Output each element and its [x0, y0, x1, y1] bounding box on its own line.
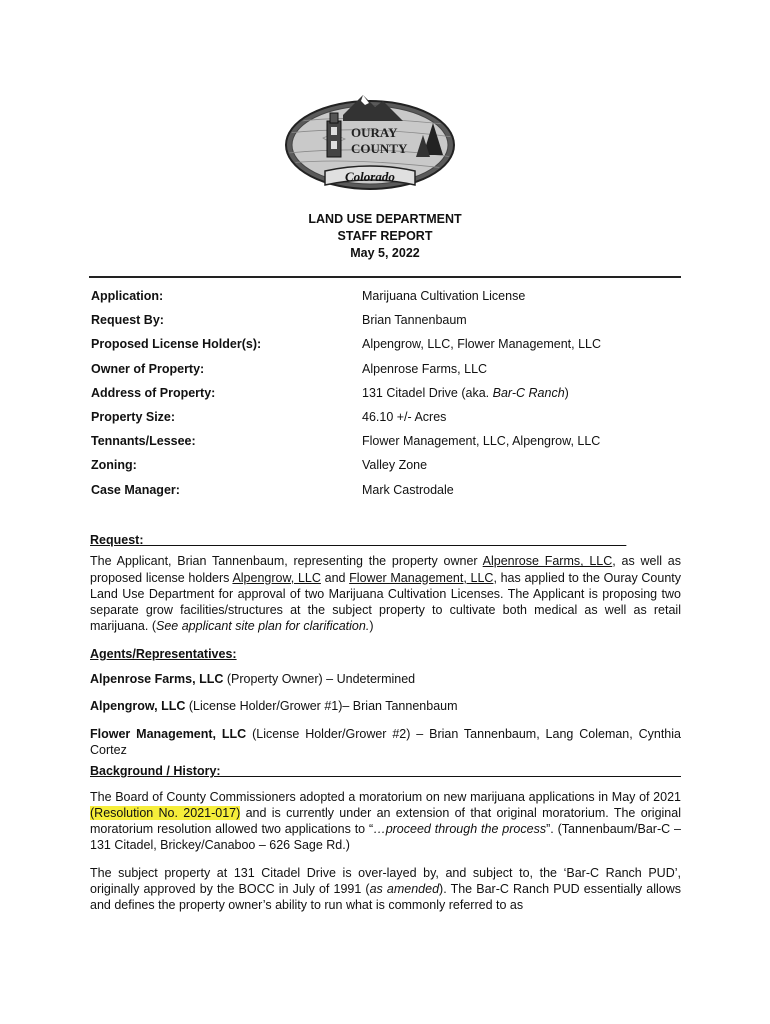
report-header [0, 211, 770, 262]
background-paragraph [90, 865, 681, 914]
report-date: May 5, 2022 [350, 246, 420, 260]
property-summary [91, 289, 681, 507]
property-row [91, 483, 681, 507]
agent-name: Alpengrow, LLC [90, 699, 186, 714]
heading-rule [221, 764, 681, 778]
text: ) [369, 619, 374, 634]
text: The Board of County Commissioners adopted a moratorium on new marijuana applications in May of 2021 [90, 789, 681, 804]
section-heading-request [90, 532, 681, 548]
owner-name: Alpenrose Farms, LLC [482, 554, 613, 569]
italic-quote: …proceed through the process [373, 822, 547, 837]
property-value [362, 386, 569, 400]
property-label: Proposed License Holder(s): [91, 337, 262, 352]
report-title: STAFF REPORT [337, 229, 433, 243]
property-label: Tennants/Lessee: [91, 434, 196, 449]
logo-text-ouray: OURAY [351, 125, 398, 140]
section-heading-agents: Agents/Representatives: [90, 646, 237, 661]
text: and is currently under an extension of that original moratorium. The original moratorium resolution allowed two applications to “ [90, 805, 681, 837]
agent-name: Alpenrose Farms, LLC [90, 672, 224, 687]
property-value: Mark Castrodale [362, 482, 454, 497]
logo-text-county: COUNTY [351, 141, 408, 156]
text: , as well as proposed license holders [90, 554, 681, 585]
text: The Applicant, Brian Tannenbaum, representing the property owner [90, 554, 483, 569]
text: , has applied to the Ouray County Land Use Department for approval of two Marijuana Cultivation Licenses. The Applicant is proposing two separate grow facilities/structures at the subject property to cultivate both medical as well as retail marijuana. ( [90, 570, 681, 634]
agent-detail: (Property Owner) – Undetermined [223, 672, 416, 687]
address-close: ) [564, 385, 569, 400]
address-text: 131 Citadel Drive (aka. [362, 385, 493, 400]
highlighted-resolution: (Resolution No. 2021-017) [90, 805, 241, 820]
section-heading-background [90, 763, 681, 779]
agent-detail: (License Holder/Grower #2) – Brian Tannenbaum, Lang Coleman, Cynthia Cortez [90, 726, 681, 757]
request-paragraph [90, 553, 681, 634]
agent-name: Flower Management, LLC [90, 726, 247, 741]
property-row [91, 458, 681, 482]
heading-text: Request: [90, 533, 144, 547]
agent-item [90, 698, 681, 714]
header-divider [89, 276, 681, 278]
holder-name: Flower Management, LLC [349, 570, 494, 585]
property-label: Property Size: [91, 409, 176, 424]
background-paragraph [90, 789, 681, 854]
property-row [91, 289, 681, 313]
property-value: Alpengrow, LLC, Flower Management, LLC [362, 337, 602, 352]
property-value: Marijuana Cultivation License [362, 289, 526, 303]
property-value: Brian Tannenbaum [362, 313, 467, 328]
ouray-county-logo [283, 93, 458, 201]
property-row [91, 337, 681, 361]
property-row [91, 410, 681, 434]
property-label: Application: [91, 289, 164, 303]
property-label: Zoning: [91, 458, 137, 473]
property-row [91, 313, 681, 337]
department-title: LAND USE DEPARTMENT [308, 212, 462, 226]
italic-note: as amended [369, 882, 440, 897]
property-value: Flower Management, LLC, Alpengrow, LLC [362, 434, 601, 449]
property-value: 46.10 +/- Acres [362, 409, 447, 424]
property-row [91, 386, 681, 410]
agent-item [90, 726, 681, 759]
heading-rule [143, 533, 626, 547]
property-row [91, 434, 681, 458]
property-value: Valley Zone [362, 458, 428, 473]
agent-detail: (License Holder/Grower #1)– Brian Tannenbaum [185, 699, 458, 714]
heading-text: Background / History: [90, 764, 221, 779]
property-value: Alpenrose Farms, LLC [362, 361, 488, 376]
report-body [90, 532, 681, 914]
holder-name: Alpengrow, LLC [232, 570, 321, 585]
text: ). The Bar-C Ranch PUD essentially allows and defines the property owner’s ability to run what is commonly referred to as [90, 882, 681, 913]
text: The subject property at 131 Citadel Drive is over-layed by, and subject to, the ‘Bar-C Ranch PUD’, originally approved by the BOCC in July of 1991 ( [90, 865, 681, 897]
agent-item [90, 671, 681, 687]
text: and [320, 570, 350, 585]
property-label: Case Manager: [91, 482, 180, 497]
property-label: Address of Property: [91, 385, 216, 400]
logo-banner-colorado: Colorado [345, 169, 395, 184]
property-label: Request By: [91, 313, 164, 328]
italic-note: See applicant site plan for clarification. [156, 619, 370, 634]
property-row [91, 362, 681, 386]
text: ”. (Tannenbaum/Bar-C – 131 Citadel, Brickey/Canaboo – 626 Sage Rd.) [90, 822, 681, 853]
address-aka: Bar-C Ranch [492, 385, 565, 400]
property-label: Owner of Property: [91, 361, 205, 376]
